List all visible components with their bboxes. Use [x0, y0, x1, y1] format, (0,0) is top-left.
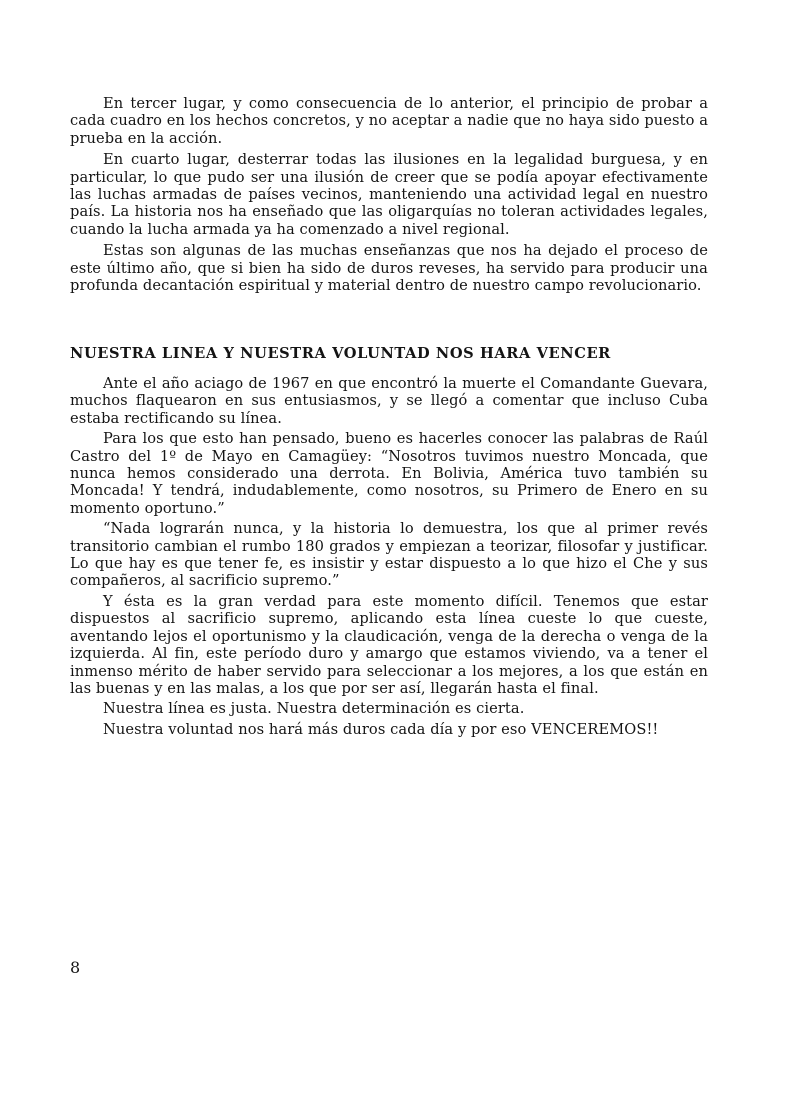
- paragraph-raul-castro: Para los que esto han pensado, bueno es hacerles conocer las palabras de Raúl Castro del 1º de Mayo en Camagüey: “Nosotros tuvimos nuestro Moncada, que nunca hemos considerado una derrota. En Bolivia, América tuvo también su Moncada! Y tendrá, indudablemente, como nosotros, su Primero de Enero en su momento oportuno.”: [70, 430, 708, 517]
- paragraph-ensenanzas: Estas son algunas de las muchas enseñanzas que nos ha dejado el proceso de este último año, que si bien ha sido de duros reveses, ha servido para producir una profunda decantación espiritual y material dentro de nuestro campo revolucionario.: [70, 242, 708, 295]
- paragraph-quote: “Nada lograrán nunca, y la historia lo demuestra, los que al primer revés transitorio cambian el rumbo 180 grados y empiezan a teorizar, filosofar y justificar. Lo que hay es que tener fe, es insistir y estar dispuesto a lo que hizo el Che y sus compañeros, al sacrificio supremo.”: [70, 520, 708, 590]
- section-one-text: [70, 95, 708, 294]
- page-number: 8: [70, 958, 81, 977]
- paragraph-tercer-lugar: En tercer lugar, y como consecuencia de lo anterior, el principio de probar a cada cuadro en los hechos concretos, y no aceptar a nadie que no haya sido puesto a prueba en la acción.: [70, 95, 708, 147]
- section-heading: NUESTRA LINEA Y NUESTRA VOLUNTAD NOS HARA VENCER: [70, 345, 611, 362]
- paragraph-ano-aciago: Ante el año aciago de 1967 en que encontró la muerte el Comandante Guevara, muchos flaquearon en sus entusiasmos, y se llegó a comentar que incluso Cuba estaba rectificando su línea.: [70, 375, 708, 427]
- section-two-text: [70, 375, 708, 738]
- paragraph-linea-justa: Nuestra línea es justa. Nuestra determinación es cierta.: [103, 700, 525, 718]
- paragraph-gran-verdad: Y ésta es la gran verdad para este momento difícil. Tenemos que estar dispuestos al sacrificio supremo, aplicando esta línea cueste lo que cueste, aventando lejos el oportunismo y la claudicación, venga de la derecha o venga de la izquierda. Al fin, este período duro y amargo que estamos viviendo, va a tener el inmenso mérito de haber servido para seleccionar a los mejores, a los que están en las buenas y en las malas, a los que por ser así, llegarán hasta el final.: [70, 592, 708, 697]
- paragraph-venceremos: Nuestra voluntad nos hará más duros cada día y por eso VENCEREMOS!!: [103, 720, 659, 738]
- paragraph-cuarto-lugar: En cuarto lugar, desterrar todas las ilusiones en la legalidad burguesa, y en particular, lo que pudo ser una ilusión de creer que se podía apoyar efectivamente las luchas armadas de países vecinos, manteniendo una actividad legal en nuestro país. La historia nos ha enseñado que las oligarquías no toleran actividades legales, cuando la lucha armada ya ha comenzado a nivel regional.: [70, 151, 708, 238]
